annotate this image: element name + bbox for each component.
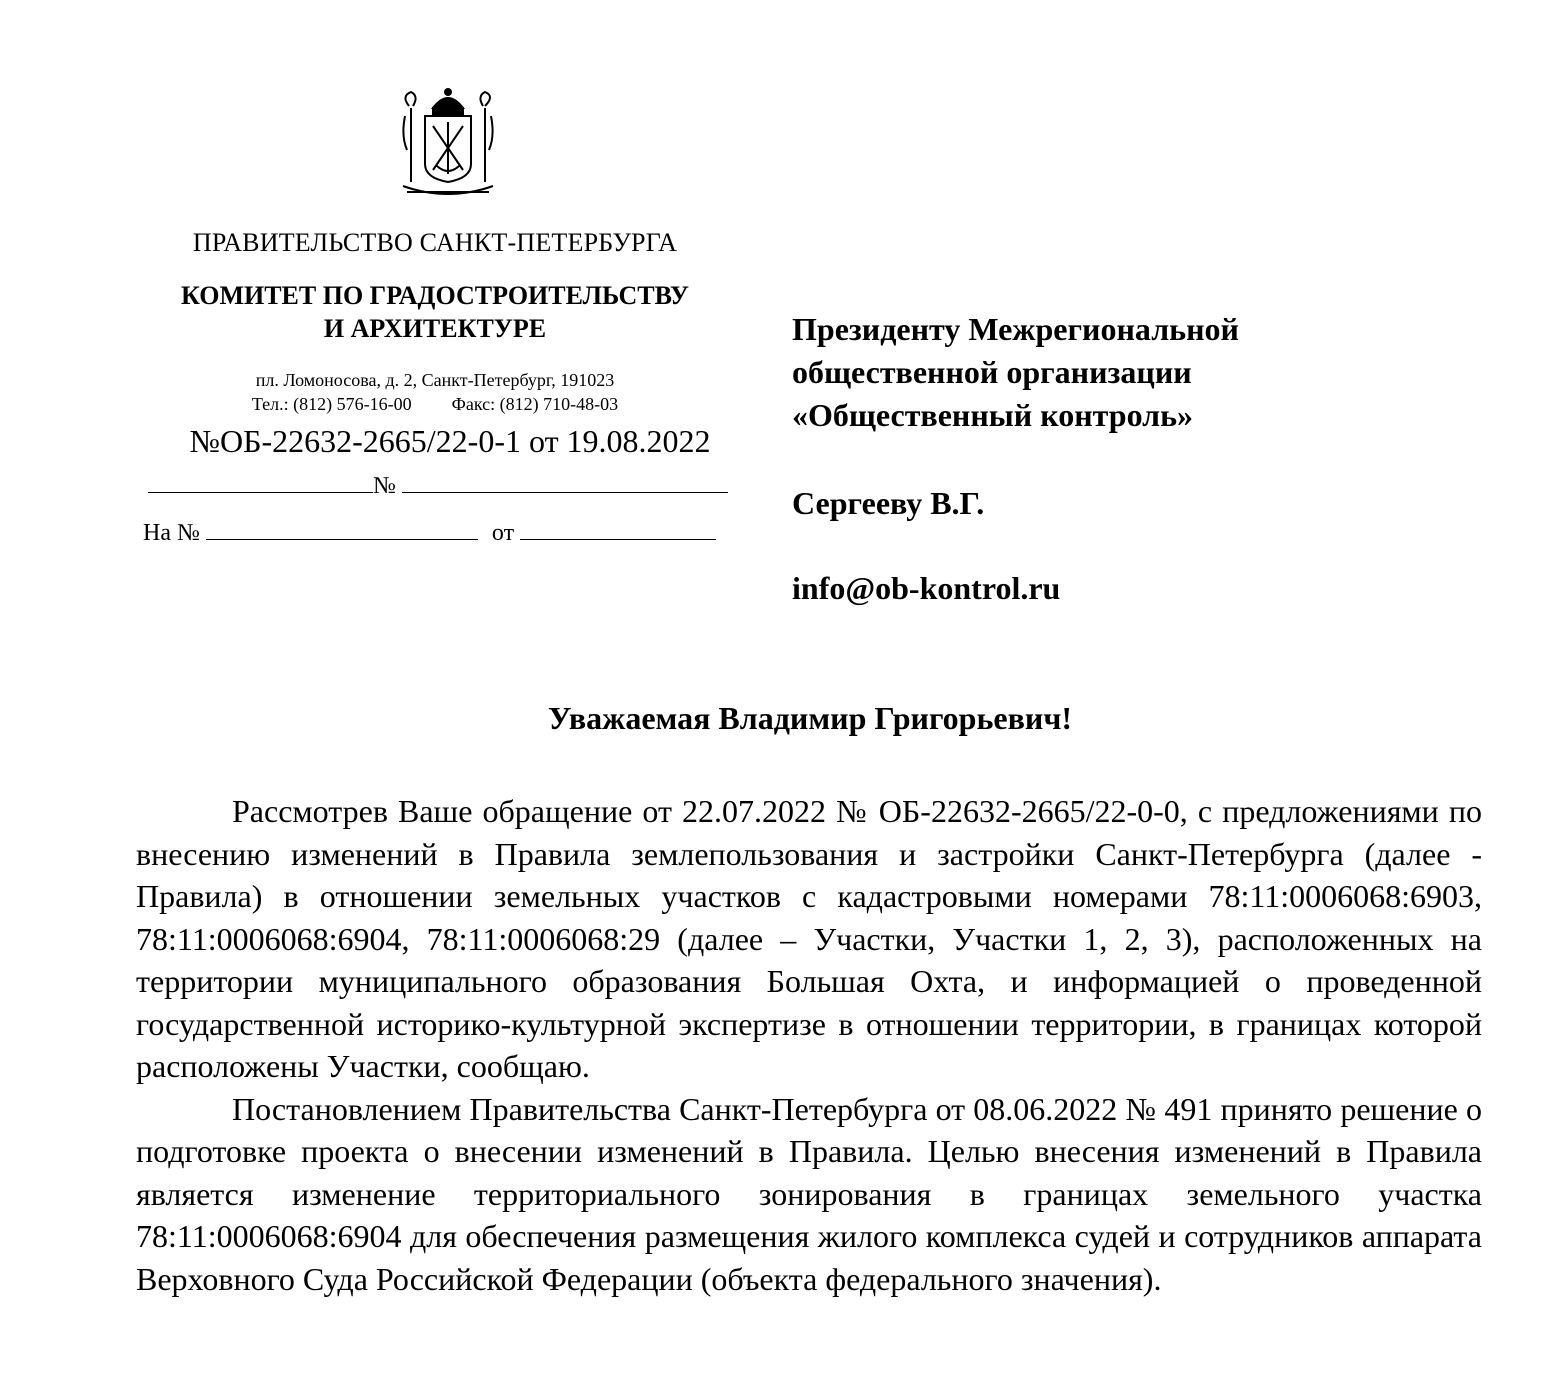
number-blank <box>402 470 728 493</box>
reply-date-blank <box>520 517 716 540</box>
reply-reference-blank <box>143 517 716 547</box>
postal-address: пл. Ломоносова, д. 2, Санкт-Петербург, 191023 <box>255 370 615 390</box>
committee-line-2: И АРХИТЕКТУРЕ <box>323 314 547 343</box>
phone: Тел.: (812) 576-16-00 <box>251 394 412 414</box>
outgoing-number-blank <box>148 470 728 500</box>
reply-prefix: На № <box>143 520 200 546</box>
addressee-line-2: общественной организации <box>792 354 1192 390</box>
body-paragraph-2: Постановлением Правительства Санкт-Петербурга от 08.06.2022 № 491 принято решение о подготовке проекта о внесении изменений в Правила. Целью внесения изменений в Правила является изменение территориального зонирования в границах земельного участка 78:11:0006068:6904 для обеспечения размещения жилого комплекса судей и сотрудников аппарата Верховного Суда Российской Федерации (объекта федерального значения). <box>136 1090 1482 1297</box>
government-name: ПРАВИТЕЛЬСТВО САНКТ-ПЕТЕРБУРГА <box>192 228 678 257</box>
committee-line-1: КОМИТЕТ ПО ГРАДОСТРОИТЕЛЬСТВУ <box>181 281 689 310</box>
greeting: Уважаемая Владимир Григорьевич! <box>547 700 1073 736</box>
contact-line <box>140 392 730 416</box>
body-paragraph-1: Рассмотрев Ваше обращение от 22.07.2022 № ОБ-22632-2665/22-0-0, с предложениями по внесению изменений в Правила землепользования и застройки Санкт-Петербурга (далее - Правила) в отношении земельных участков с кадастровыми номерами 78:11:0006068:6903, 78:11:0006068:6904, 78:11:0006068:29 (далее – Участки, Участки 1, 2, 3), расположенных на территории муниципального образования Большая Охта, и информацией о проведенной государственной историко-культурной экспертизе в отношении территории, в границах которой расположены Участки, сообщаю. <box>136 793 1482 1084</box>
addressee-line-3: «Общественный контроль» <box>792 397 1194 433</box>
addressee-name: Сергееву В.Г. <box>792 485 985 521</box>
addressee-email: info@ob-kontrol.ru <box>792 570 1061 606</box>
registration-number: №ОБ-22632-2665/22-0-1 от 19.08.2022 <box>189 423 711 459</box>
number-sign: № <box>373 473 396 499</box>
addressee-block <box>792 308 1239 610</box>
addressee-line-1: Президенту Межрегиональной <box>792 311 1239 347</box>
coat-of-arms-icon <box>393 86 503 204</box>
reply-number-blank <box>206 517 478 540</box>
fax: Факс: (812) 710-48-03 <box>451 394 619 414</box>
letter-body <box>136 790 1482 1300</box>
committee-name <box>140 279 730 345</box>
reply-from: от <box>491 520 515 546</box>
date-blank <box>148 470 373 493</box>
committee-address <box>140 368 730 416</box>
